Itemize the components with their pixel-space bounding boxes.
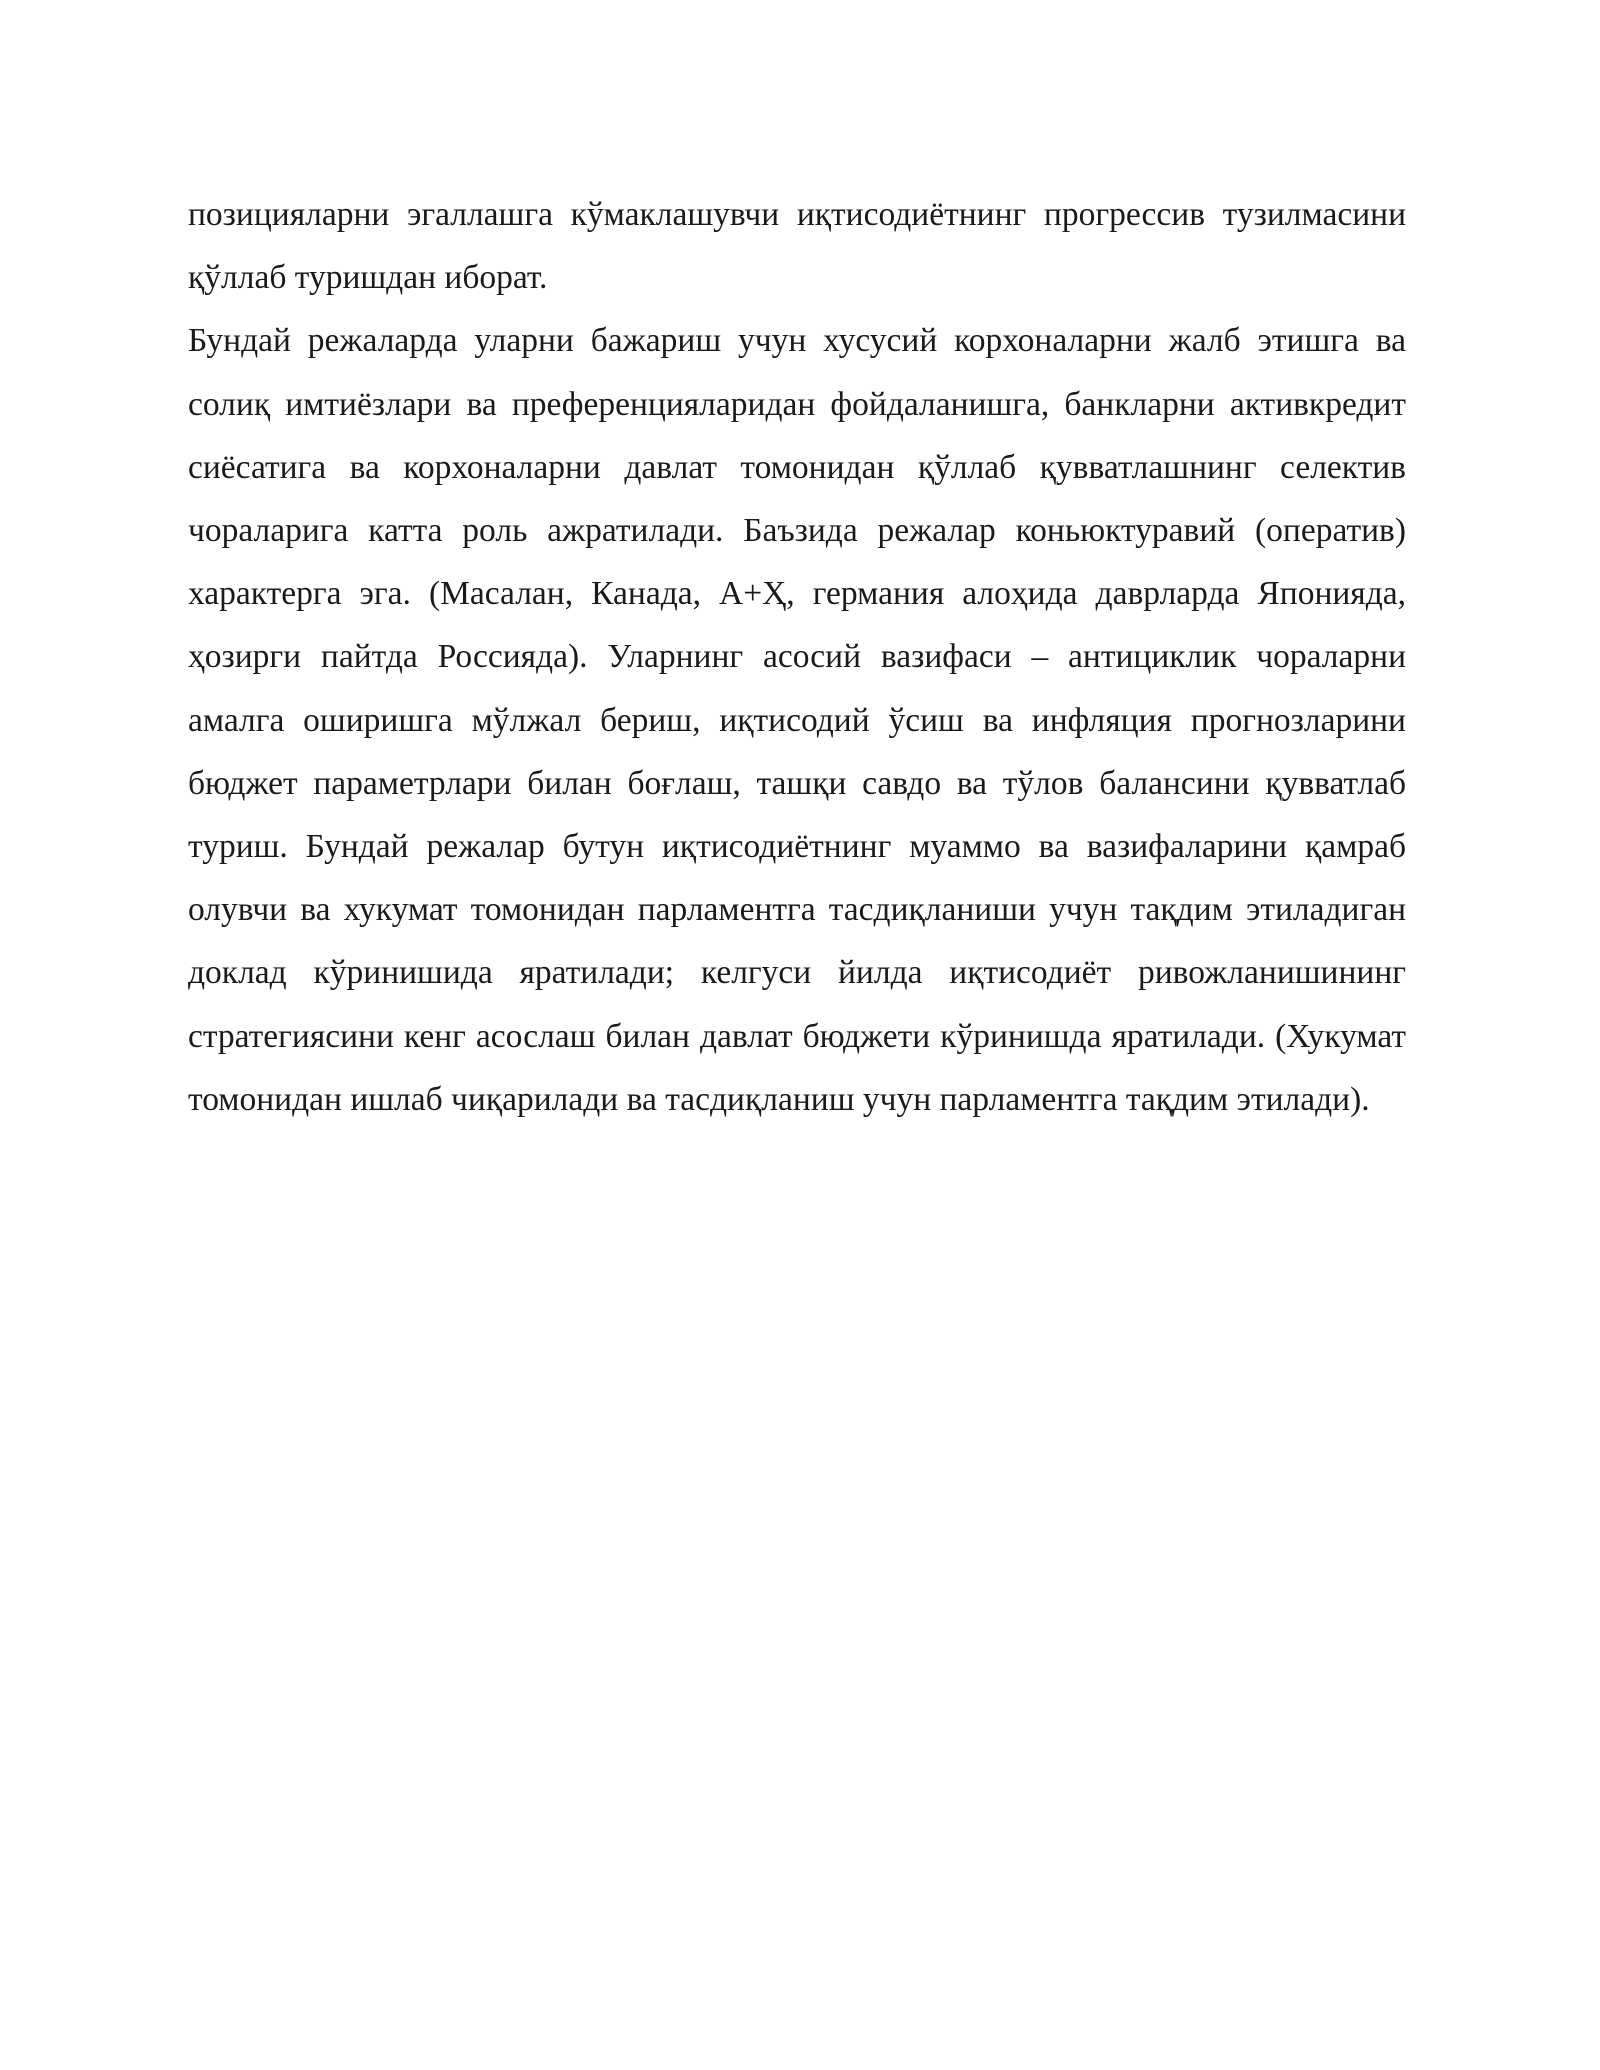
paragraph-2: Бундай режаларда уларни бажариш учун хусусий корхоналарни жалб этишга ва солиқ имтиёзлари ва преференцияларидан фойдаланишга, банкларни активкредит сиёсатига ва корхоналарни давлат томонидан қўллаб қувватлашнинг селектив чораларига катта роль ажратилади. Баъзида режалар коньюктуравий (оператив) характерга эга. (Масалан, Канада, А+Ҳ, германия алоҳида даврларда Японияда, ҳозирги пайтда Россияда). Уларнинг асосий вазифаси – антициклик чораларни амалга оширишга мўлжал бериш, иқтисодий ўсиш ва инфляция прогнозларини бюджет параметрлари билан боғлаш, ташқи савдо ва тўлов балансини қувватлаб туриш. Бундай режалар бутун иқтисодиётнинг муаммо ва вазифаларини қамраб олувчи ва хукумат томонидан парламентга тасдиқланиши учун тақдим этиладиган доклад кўринишида яратилади; келгуси йилда иқтисодиёт ривожланишининг стратегиясини кенг асослаш билан давлат бюджети кўринишда яратилади. (Хукумат томонидан ишлаб чиқарилади ва тасдиқланиш учун парламентга тақдим этилади).	[188, 322, 1406, 1118]
paragraph-1: позицияларни эгаллашга кўмаклашувчи иқтисодиётнинг прогрессив тузилмасини қўллаб туришдан иборат.	[188, 196, 1406, 297]
body-text	[188, 183, 1406, 1131]
